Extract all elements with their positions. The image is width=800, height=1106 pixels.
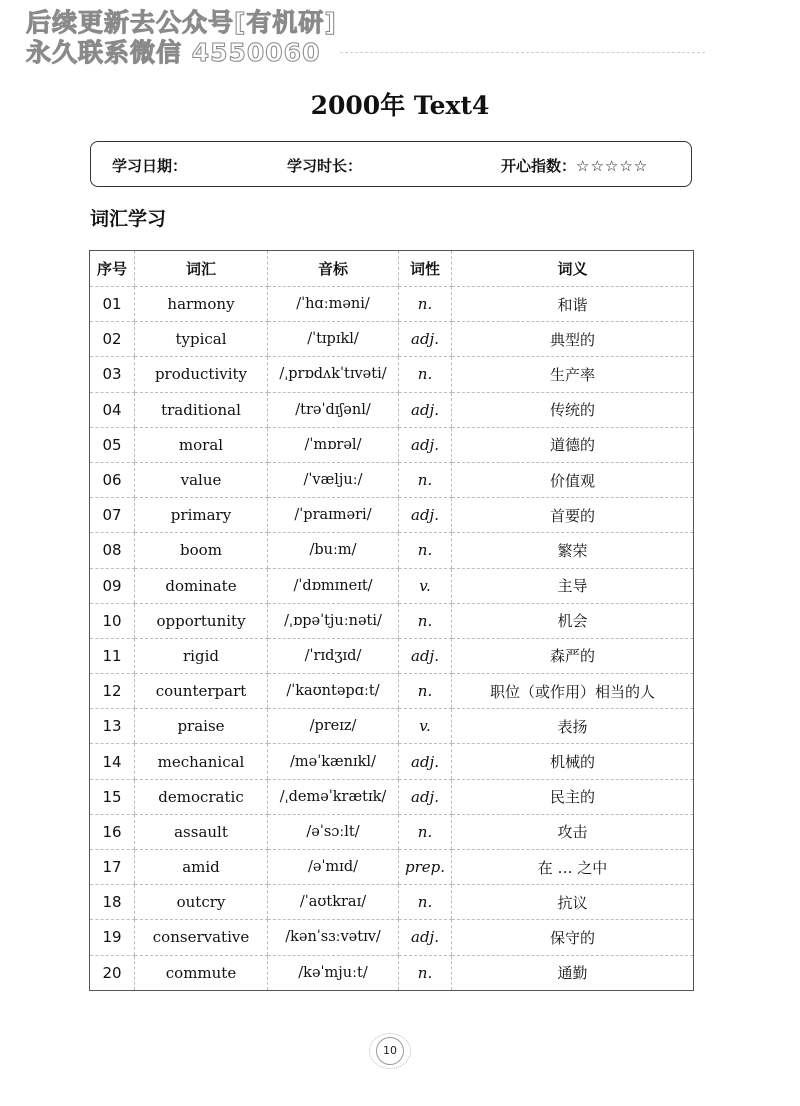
table-row [90, 603, 694, 638]
row-number: 10 [90, 603, 135, 638]
row-phonetic: /kəˈmjuːt/ [268, 955, 399, 990]
row-meaning: 机械的 [452, 744, 694, 779]
row-word: praise [135, 709, 268, 744]
row-number: 06 [90, 462, 135, 497]
row-meaning: 生产率 [452, 357, 694, 392]
row-phonetic: /ˈtɪpɪkl/ [268, 322, 399, 357]
row-word: amid [135, 850, 268, 885]
table-row [90, 674, 694, 709]
row-phonetic: /məˈkænɪkl/ [268, 744, 399, 779]
happiness-label: 开心指数： [501, 157, 577, 175]
row-part-of-speech: adj. [399, 498, 452, 533]
row-phonetic: /ˌɒpəˈtjuːnəti/ [268, 603, 399, 638]
row-meaning: 价值观 [452, 462, 694, 497]
row-number: 11 [90, 638, 135, 673]
row-number: 18 [90, 885, 135, 920]
page-number: 10 [376, 1037, 404, 1065]
row-phonetic: /ˌprɒdʌkˈtɪvəti/ [268, 357, 399, 392]
table-row [90, 955, 694, 990]
row-part-of-speech: n. [399, 814, 452, 849]
section-title: 词汇学习 [90, 208, 167, 230]
star-rating-icons[interactable]: ☆☆☆☆☆ [576, 157, 649, 175]
row-number: 19 [90, 920, 135, 955]
table-row [90, 709, 694, 744]
row-meaning: 表扬 [452, 709, 694, 744]
table-row [90, 427, 694, 462]
row-phonetic: /kənˈsɜːvətɪv/ [268, 920, 399, 955]
table-row [90, 533, 694, 568]
row-part-of-speech: prep. [399, 850, 452, 885]
row-meaning: 传统的 [452, 392, 694, 427]
row-meaning: 繁荣 [452, 533, 694, 568]
row-meaning: 在 … 之中 [452, 850, 694, 885]
study-date-label: 学习日期： [112, 157, 188, 175]
row-number: 05 [90, 427, 135, 462]
row-meaning: 职位（或作用）相当的人 [452, 674, 694, 709]
row-phonetic: /ˈrɪdʒɪd/ [268, 638, 399, 673]
table-row [90, 885, 694, 920]
row-number: 20 [102, 963, 122, 982]
vocabulary-table [89, 250, 694, 991]
row-word: productivity [135, 357, 268, 392]
row-word: rigid [135, 638, 268, 673]
table-row [90, 779, 694, 814]
row-part-of-speech: adj. [399, 392, 452, 427]
row-phonetic: /ˈhɑːməni/ [268, 287, 399, 322]
row-word: primary [135, 498, 268, 533]
row-word: assault [135, 814, 268, 849]
row-number: 09 [90, 568, 135, 603]
row-part-of-speech: adj. [399, 427, 452, 462]
header-phonetic: 音标 [268, 251, 399, 287]
row-part-of-speech: n. [399, 462, 452, 497]
row-part-of-speech: n. [399, 287, 452, 322]
row-phonetic: /ˈaʊtkraɪ/ [268, 885, 399, 920]
table-row [90, 814, 694, 849]
row-meaning: 机会 [452, 603, 694, 638]
table-row [90, 498, 694, 533]
table-row [90, 920, 694, 955]
page-title: 2000年 Text4 [310, 91, 490, 120]
row-meaning: 通勤 [452, 955, 694, 990]
row-phonetic: /trəˈdɪʃənl/ [268, 392, 399, 427]
row-part-of-speech: n. [399, 357, 452, 392]
row-phonetic: /ˈkaʊntəpɑːt/ [268, 674, 399, 709]
header-number: 序号 [90, 251, 135, 287]
row-word: value [135, 462, 268, 497]
row-part-of-speech: adj. [399, 638, 452, 673]
row-phonetic: /buːm/ [268, 533, 399, 568]
row-meaning: 保守的 [452, 920, 694, 955]
row-word: counterpart [135, 674, 268, 709]
row-phonetic: /ˈmɒrəl/ [268, 427, 399, 462]
row-word: opportunity [135, 603, 268, 638]
study-duration-label: 学习时长： [287, 157, 363, 175]
row-word: typical [135, 322, 268, 357]
row-word: democratic [135, 779, 268, 814]
study-info-box [90, 141, 692, 187]
row-part-of-speech: v. [399, 709, 452, 744]
row-number: 03 [90, 357, 135, 392]
row-part-of-speech: n. [399, 533, 452, 568]
table-row [90, 357, 694, 392]
row-word: dominate [135, 568, 268, 603]
row-number: 13 [90, 709, 135, 744]
row-number: 02 [90, 322, 135, 357]
header-meaning: 词义 [452, 251, 694, 287]
row-phonetic: /ˈpraɪməri/ [268, 498, 399, 533]
header-divider [340, 52, 705, 53]
watermark-line-1: 后续更新去公众号[有机研] [26, 8, 337, 37]
row-meaning: 和谐 [452, 287, 694, 322]
row-phonetic: /ˈdɒmɪneɪt/ [268, 568, 399, 603]
table-header-row [90, 251, 694, 287]
row-word: conservative [135, 920, 268, 955]
row-word: mechanical [135, 744, 268, 779]
row-part-of-speech: n. [399, 955, 452, 990]
row-meaning: 攻击 [452, 814, 694, 849]
row-part-of-speech: v. [399, 568, 452, 603]
row-number: 07 [90, 498, 135, 533]
row-meaning: 抗议 [452, 885, 694, 920]
table-row [90, 462, 694, 497]
row-word: commute [135, 955, 268, 990]
row-part-of-speech: n. [399, 603, 452, 638]
row-phonetic: /əˈmɪd/ [268, 850, 399, 885]
row-word: boom [135, 533, 268, 568]
row-number: 08 [90, 533, 135, 568]
row-number: 01 [90, 287, 135, 322]
table-row [90, 287, 694, 322]
row-meaning: 典型的 [452, 322, 694, 357]
watermark-line-2: 永久联系微信 4550060 [26, 38, 321, 67]
row-phonetic: /ˌdeməˈkrætɪk/ [268, 779, 399, 814]
row-number: 15 [90, 779, 135, 814]
row-part-of-speech: adj. [399, 744, 452, 779]
row-meaning: 道德的 [452, 427, 694, 462]
watermark [26, 8, 337, 68]
table-row [90, 638, 694, 673]
row-word: outcry [135, 885, 268, 920]
row-part-of-speech: n. [399, 674, 452, 709]
table-row [90, 850, 694, 885]
row-phonetic: /preɪz/ [268, 709, 399, 744]
table-row [90, 568, 694, 603]
row-number: 04 [90, 392, 135, 427]
row-part-of-speech: n. [399, 885, 452, 920]
row-meaning: 首要的 [452, 498, 694, 533]
row-meaning: 森严的 [452, 638, 694, 673]
row-meaning: 主导 [452, 568, 694, 603]
row-meaning: 民主的 [452, 779, 694, 814]
row-number: 16 [90, 814, 135, 849]
row-word: harmony [135, 287, 268, 322]
row-phonetic: /əˈsɔːlt/ [268, 814, 399, 849]
row-part-of-speech: adj. [399, 779, 452, 814]
happiness-index [501, 155, 648, 176]
table-row [90, 744, 694, 779]
row-phonetic: /ˈvæljuː/ [268, 462, 399, 497]
row-number: 14 [90, 744, 135, 779]
row-word: moral [135, 427, 268, 462]
header-word: 词汇 [135, 251, 268, 287]
row-number: 12 [90, 674, 135, 709]
header-part-of-speech: 词性 [399, 251, 452, 287]
row-part-of-speech: adj. [399, 920, 452, 955]
row-number: 17 [90, 850, 135, 885]
row-part-of-speech: adj. [399, 322, 452, 357]
row-word: traditional [135, 392, 268, 427]
table-row [90, 392, 694, 427]
table-row [90, 322, 694, 357]
